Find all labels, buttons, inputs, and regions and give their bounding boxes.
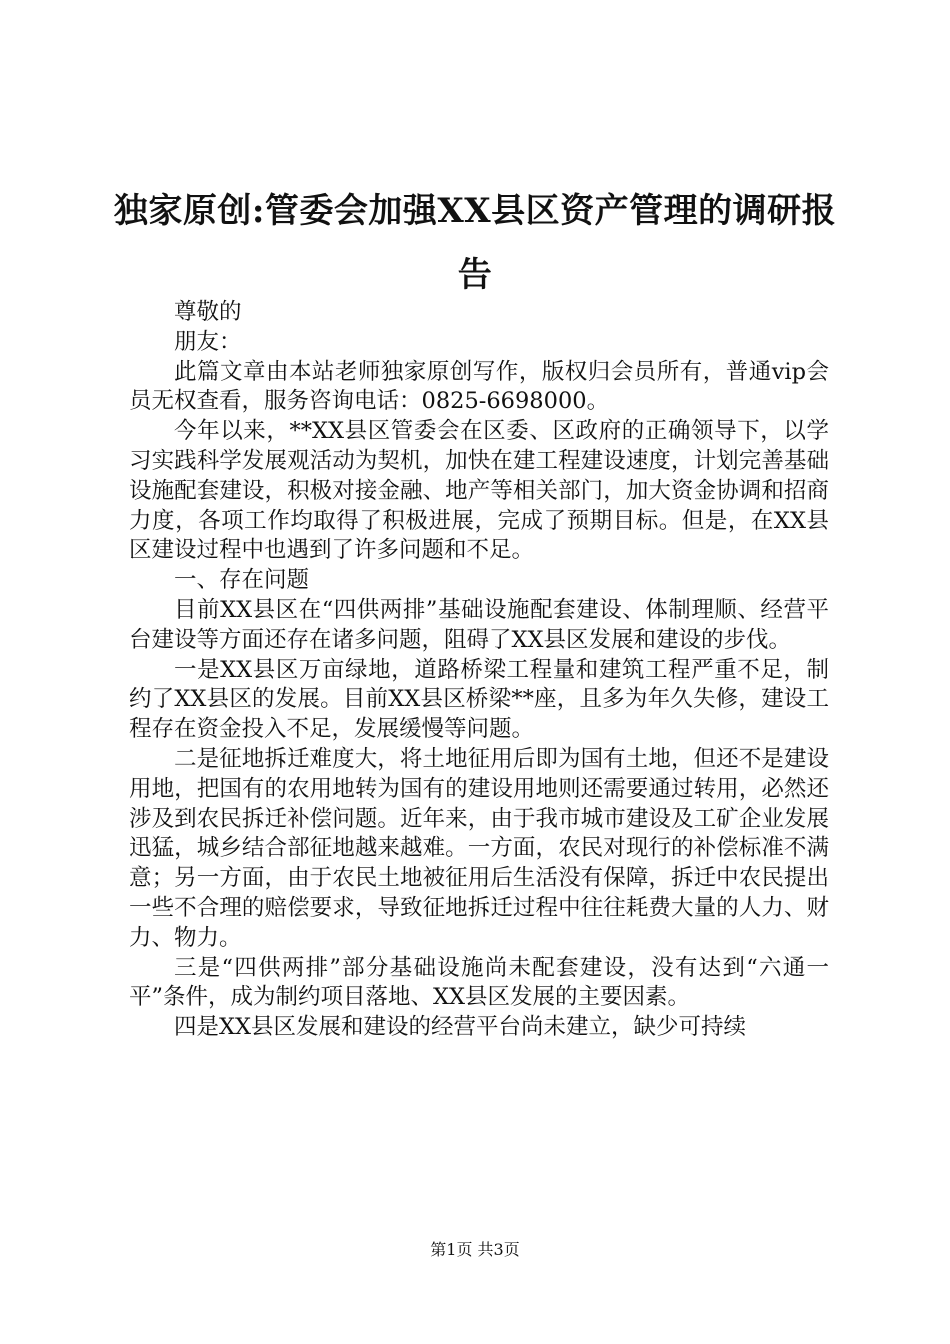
intro-paragraph: 今年以来，**XX县区管委会在区委、区政府的正确领导下，以学习实践科学发展观活动为契机，加快在建工程建设速度，计划完善基础设施配套建设，积极对接金融、地产等相关部门，加大资金协调和招商力度，各项工作均取得了积极进展，完成了预期目标。但是，在XX县区建设过程中也遇到了许多问题和不足。 <box>129 418 829 564</box>
salutation-line-1: 尊敬的 <box>174 299 242 325</box>
copyright-notice: 此篇文章由本站老师独家原创写作，版权归会员所有，普通vip会员无权查看，服务咨询电话：0825-6698000。 <box>129 358 829 415</box>
page-number-footer: 第1页 共3页 <box>430 1240 520 1259</box>
problem-2-paragraph: 二是征地拆迁难度大，将土地征用后即为国有土地，但还不是建设用地，把国有的农用地转为国有的建设用地则还需要通过转用，必然还涉及到农民拆迁补偿问题。近年来，由于我市城市建设及工矿企业发展迅猛，城乡结合部征地越来越难。一方面，农民对现行的补偿标准不满意；另一方面，由于农民土地被征用后生活没有保障，拆迁中农民提出一些不合理的赔偿要求，导致征地拆迁过程中往往耗费大量的人力、财力、物力。 <box>129 745 829 951</box>
problem-4-paragraph: 四是XX县区发展和建设的经营平台尚未建立，缺少可持续 <box>174 1014 747 1041</box>
document-title: 独家原创:管委会加强XX县区资产管理的调研报告 <box>113 190 837 295</box>
section-heading: 一、存在问题 <box>174 567 310 594</box>
problem-1-paragraph: 一是XX县区万亩绿地，道路桥梁工程量和建筑工程严重不足，制约了XX县区的发展。目前XX县区桥梁**座，且多为年久失修，建设工程存在资金投入不足，发展缓慢等问题。 <box>129 656 829 743</box>
problem-3-paragraph: 三是“四供两排”部分基础设施尚未配套建设，没有达到“六通一平”条件，成为制约项目落地、XX县区发展的主要因素。 <box>129 954 829 1011</box>
problems-overview-paragraph: 目前XX县区在“四供两排”基础设施配套建设、体制理顺、经营平台建设等方面还存在诸多问题，阻碍了XX县区发展和建设的步伐。 <box>129 596 829 653</box>
document-body <box>129 298 829 1043</box>
salutation-line-2: 朋友： <box>174 328 242 355</box>
